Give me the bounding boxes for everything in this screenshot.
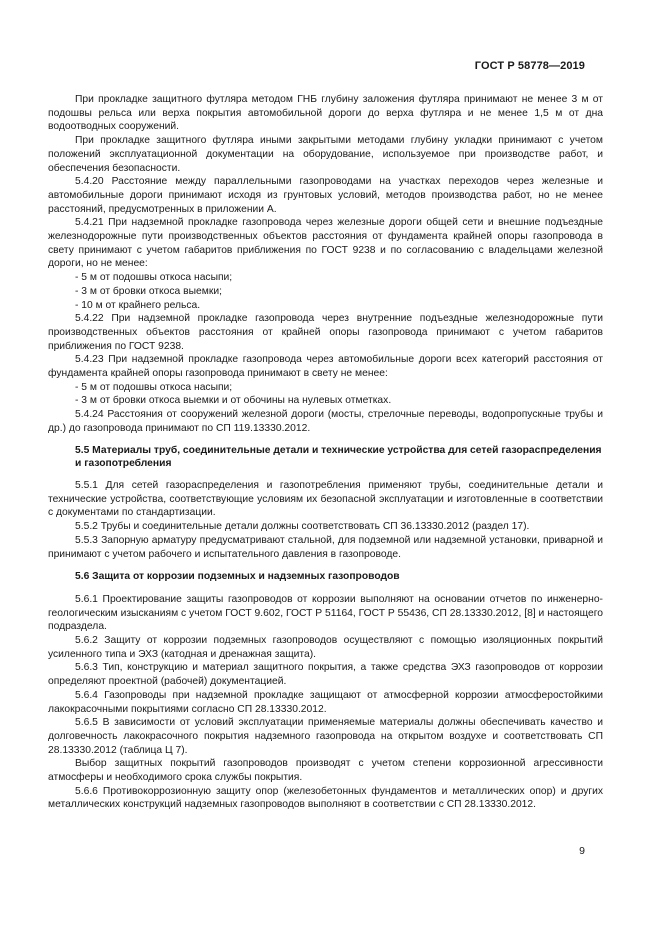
list-item: - 3 м от бровки откоса выемки; xyxy=(48,285,603,299)
list-item: - 3 м от бровки откоса выемки и от обочины на нулевых отметках. xyxy=(48,394,603,408)
paragraph-5-5-2: 5.5.2 Трубы и соединительные детали должны соответствовать СП 36.13330.2012 (раздел 17). xyxy=(75,521,530,533)
paragraph-5-6-3: 5.6.3 Тип, конструкцию и материал защитного покрытия, а также средства ЭХЗ газопроводов от коррозии определяют проектной (рабочей) документацией. xyxy=(48,662,603,688)
list-item: - 5 м от подошвы откоса насыпи; xyxy=(48,381,603,395)
list-item: - 5 м от подошвы откоса насыпи; xyxy=(48,271,603,285)
list-item: - 10 м от крайнего рельса. xyxy=(48,299,603,313)
paragraph-5-6-6: 5.6.6 Противокоррозионную защиту опор (железобетонных фундаментов и металлических опор) и других металлических конструкций надземных газопроводов выполняют в соответствии с СП 28.13330.2012. xyxy=(48,785,603,811)
paragraph-5-5-1: 5.5.1 Для сетей газораспределения и газопотребления применяют трубы, соединительные детали и технические устройства, соответствующие условиям их безопасной эксплуатации и изготовленные в соответствии с документами по стандартизации. xyxy=(48,479,603,519)
paragraph-5-4-22: 5.4.22 При надземной прокладке газопровода через внутренние подъездные железнодорожные пути производственных объектов расстояния от крайней опоры газопровода принимают с учетом габаритов приближения по ГОСТ 9238. xyxy=(48,313,603,352)
paragraph: При прокладке защитного футляра методом ГНБ глубину заложения футляра принимают не менее 3 м от подошвы рельса или верха покрытия автомобильной дороги до верха футляра и не менее 1,5 м от дна водоотводных сооружений. xyxy=(48,94,603,133)
standard-header: ГОСТ Р 58778—2019 xyxy=(474,60,585,72)
paragraph-5-6-5: 5.6.5 В зависимости от условий эксплуатации применяемые материалы должны обеспечивать качество и долговечность лакокрасочного покрытия надземного газопровода на открытом воздухе и соответствовать СП 28.13330.2012 (таблица Ц 7). xyxy=(48,717,603,756)
paragraph: Выбор защитных покрытий газопроводов производят с учетом степени коррозионной агрессивности атмосферы и необходимого срока службы покрытия. xyxy=(48,758,603,784)
document-body xyxy=(48,93,603,812)
paragraph-5-4-23: 5.4.23 При надземной прокладке газопровода через автомобильные дороги всех категорий расстояния от фундамента крайней опоры газопровода принимают в свету не менее: xyxy=(48,354,603,380)
paragraph-5-6-4: 5.6.4 Газопроводы при надземной прокладке защищают от атмосферной коррозии атмосферостойкими лакокрасочными покрытиями согласно СП 28.13330.2012. xyxy=(48,689,603,715)
paragraph-5-4-21: 5.4.21 При надземной прокладке газопровода через железные дороги общей сети и внешние подъездные железнодорожные пути производственных объектов расстояния от фундамента крайней опоры газопровода в свету принимают с учетом габаритов приближения по ГОСТ 9238 и по согласованию с владельцами железной дороги, но не менее: xyxy=(48,217,603,270)
paragraph-5-4-20: 5.4.20 Расстояние между параллельными газопроводами на участках переходов через железные и автомобильные дороги принимают исходя из грунтовых условий, методов производства работ, но не менее расстояний, предусмотренных в приложении А. xyxy=(48,176,603,215)
page-number: 9 xyxy=(579,845,585,857)
paragraph-5-5-3: 5.5.3 Запорную арматуру предусматривают стальной, для подземной или надземной установки, приварной и принимают с учетом рабочего и испытательного давления в газопроводе. xyxy=(48,534,603,560)
section-heading-5-5: 5.5 Материалы труб, соединительные детали и технические устройства для сетей газораспределения и газопотребления xyxy=(75,444,602,470)
paragraph-5-6-2: 5.6.2 Защиту от коррозии подземных газопроводов осуществляют с помощью изоляционных покрытий усиленного типа и ЭХЗ (катодная и дренажная защита). xyxy=(48,635,603,660)
paragraph-5-4-24: 5.4.24 Расстояния от сооружений железной дороги (мосты, стрелочные переводы, водопропускные трубы и др.) до газопровода принимают по СП 119.13330.2012. xyxy=(48,409,603,434)
section-heading-5-6: 5.6 Защита от коррозии подземных и надземных газопроводов xyxy=(75,571,400,583)
paragraph: При прокладке защитного футляра иными закрытыми методами глубину укладки принимают с учетом положений эксплуатационной документации на оборудование, используемое при производстве работ, и обеспечения безопасности. xyxy=(48,135,603,174)
paragraph-5-6-1: 5.6.1 Проектирование защиты газопроводов от коррозии выполняют на основании отчетов по инженерно-геологическим изысканиям с учетом ГОСТ 9.602, ГОСТ Р 51164, ГОСТ Р 55436, СП 28.13330.2012, [8] и настоящего подраздела. xyxy=(48,593,603,633)
